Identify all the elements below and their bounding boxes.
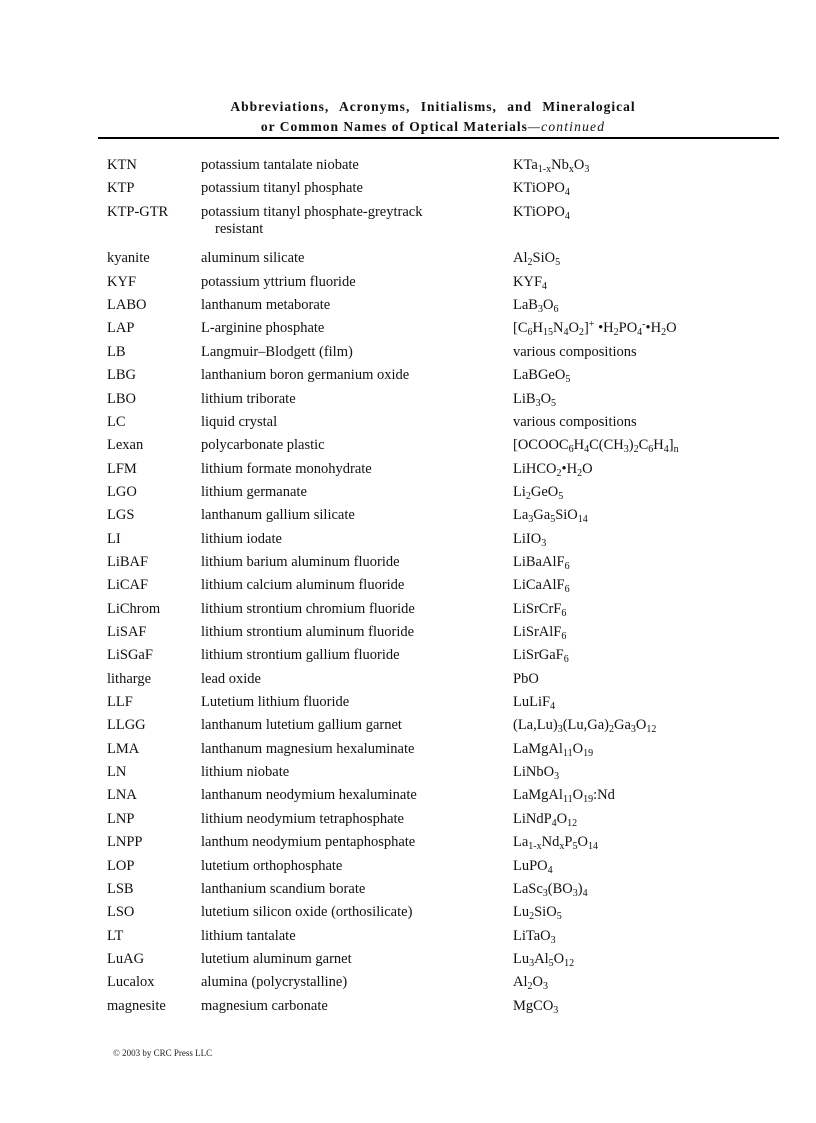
formula-cell: KTiOPO$_4$ [513, 203, 570, 222]
name-text: lithium triborate [201, 390, 296, 407]
formula-cell: LaBGeO$_5$ [513, 367, 571, 386]
formula-cell: $LiNdP_4O_{12}$ [513, 810, 578, 829]
name-cell [201, 274, 501, 291]
formula-cell: $Al_2O_3$ [513, 974, 548, 993]
formula-cell: LiNbO$_3$ [513, 764, 560, 783]
name-cell [201, 297, 501, 314]
abbreviation-cell: LBG [107, 367, 136, 384]
formula-cell: MgCO$_3$ [513, 997, 559, 1016]
name-cell [201, 647, 501, 664]
name-text: lutetium silicon oxide (orthosilicate) [201, 904, 413, 921]
name-cell [201, 998, 501, 1015]
formula-cell: LiIO$_3$ [513, 530, 547, 549]
name-text: lithium niobate [201, 764, 290, 781]
formula-cell: various compositions [513, 413, 637, 430]
name-cell [201, 461, 501, 478]
abbreviation-cell: LiChrom [107, 600, 161, 617]
abbreviation-cell: KTP-GTR [107, 203, 169, 220]
formula-cell: $LaMgAl_{11}O_{19}$ [513, 740, 594, 759]
header-line-2 [0, 117, 816, 137]
name-cell [201, 344, 501, 361]
formula-cell: LiBaAlF$_6$ [513, 553, 570, 572]
name-text: lithium neodymium tetraphosphate [201, 810, 404, 827]
formula-cell: $[OCOOC_6H_4C(CH_3)_2C_6H_4]_n$ [513, 437, 679, 456]
name-text: lanthanium boron germanium oxide [201, 367, 410, 384]
copyright-footer: © 2003 by CRC Press LLC [113, 1048, 213, 1058]
name-cell [201, 414, 501, 431]
abbreviation-cell: LiSAF [107, 624, 147, 640]
name-cell [201, 554, 501, 571]
name-cell [201, 764, 501, 781]
formula-cell: $La_{1-x}Nd_xP_5O_{14}$ [513, 834, 598, 853]
name-text: lutetium orthophosphate [201, 857, 343, 874]
abbreviation-cell: LLGG [107, 717, 146, 734]
formula-cell: PbO [513, 670, 539, 687]
abbreviation-cell: LAP [107, 320, 135, 337]
abbreviation-cell: LABO [107, 297, 147, 314]
name-text: liquid crystal [201, 413, 278, 430]
abbreviation-cell: LiCAF [107, 577, 149, 594]
abbreviation-cell: LiBAF [107, 553, 149, 570]
formula-cell: $Al_2SiO_5$ [513, 250, 561, 269]
abbreviation-cell: LLF [107, 694, 133, 711]
continued-label: —continued [527, 119, 606, 134]
name-text: lithium iodate [201, 530, 282, 547]
name-cell [201, 858, 501, 875]
formula-cell: $La_3Ga_5SiO_{14}$ [513, 507, 588, 526]
name-text: magnesium carbonate [201, 997, 328, 1014]
name-cell [201, 974, 501, 991]
page-header [0, 97, 816, 137]
header-rule [98, 137, 779, 139]
name-cell [201, 531, 501, 548]
abbreviation-cell: LuAG [107, 950, 145, 967]
abbreviation-cell: LNP [107, 810, 135, 827]
name-text: lithium calcium aluminum fluoride [201, 577, 405, 594]
name-cell [201, 601, 501, 618]
abbreviation-cell: KYF [107, 273, 137, 290]
formula-cell: $KTa_{1-x}Nb_xO_3$ [513, 157, 590, 175]
name-text: lithium barium aluminum fluoride [201, 553, 400, 570]
formula-cell: $LiHCO_2•H_2O$ [513, 460, 593, 479]
name-cell [201, 507, 501, 524]
abbreviation-cell: LOP [107, 857, 135, 874]
name-text: lithium germanate [201, 483, 307, 500]
abbreviation-cell: LiSGaF [107, 647, 153, 664]
name-text: polycarbonate plastic [201, 437, 325, 454]
name-text: lanthanum gallium silicate [201, 507, 355, 524]
abbreviation-cell: LGS [107, 507, 135, 524]
abbreviation-cell: LN [107, 764, 127, 781]
abbreviation-cell: LMA [107, 740, 140, 757]
header-title-2: or Common Names of Optical Materials [260, 119, 528, 134]
name-text: L-arginine phosphate [201, 320, 325, 337]
name-text-continued: resistant [215, 220, 264, 237]
formula-cell: LiSrAlF$_6$ [513, 624, 567, 642]
name-cell [201, 834, 501, 851]
name-cell [201, 367, 501, 384]
formula-cell: $Lu_3Al_5O_{12}$ [513, 950, 575, 969]
name-cell [201, 157, 501, 174]
abbreviation-cell: magnesite [107, 997, 166, 1014]
name-text: lithium tantalate [201, 927, 296, 944]
name-cell [201, 437, 501, 454]
name-cell [201, 320, 501, 337]
formula-cell: LiSrCrF$_6$ [513, 600, 567, 619]
abbreviation-cell: Lexan [107, 437, 144, 454]
formula-cell: $LaMgAl_{11}O_{19}:Nd$ [513, 787, 615, 806]
abbreviation-cell: LBO [107, 390, 136, 407]
formula-cell: $[C_6H_{15}N_4O_2]^+$ $•H_2PO_4^-•H_2O$ [513, 319, 677, 339]
formula-cell: LiTaO$_3$ [513, 927, 556, 946]
name-text: lanthanium scandium borate [201, 880, 366, 897]
formula-cell: LuPO$_4$ [513, 857, 553, 876]
formula-cell: $LiB_3O_5$ [513, 390, 557, 409]
name-cell [201, 787, 501, 804]
name-text: potassium yttrium fluoride [201, 273, 356, 290]
header-line-1: Abbreviations, Acronyms, Initialisms, and Mineralogical [230, 99, 636, 114]
formula-cell: LiSrGaF$_6$ [513, 647, 569, 666]
formula-cell: LuLiF$_4$ [513, 694, 556, 713]
name-cell [201, 951, 501, 968]
name-cell [201, 577, 501, 594]
name-cell [201, 624, 501, 641]
formula-cell: $Lu_2SiO_5$ [513, 904, 562, 923]
abbreviation-cell: LNA [107, 787, 137, 804]
name-text: potassium titanyl phosphate-greytrack [201, 203, 423, 220]
name-cell [201, 180, 501, 197]
abbreviation-cell: LSO [107, 904, 135, 921]
abbreviation-cell: LGO [107, 483, 137, 500]
abbreviation-cell: KTP [107, 180, 135, 197]
abbreviation-cell: LC [107, 413, 126, 430]
formula-cell: KTiOPO$_4$ [513, 180, 570, 199]
name-text: Lutetium lithium fluoride [201, 694, 350, 711]
formula-cell: $LaSc_3(BO_3)_4$ [513, 880, 588, 899]
name-text: lithium strontium aluminum fluoride [201, 624, 415, 640]
abbreviation-cell: LB [107, 343, 126, 360]
name-text: lanthanum magnesium hexaluminate [201, 740, 415, 757]
name-text: alumina (polycrystalline) [201, 974, 348, 991]
name-cell [201, 928, 501, 945]
name-text: lithium strontium chromium fluoride [201, 600, 415, 617]
name-text: lithium formate monohydrate [201, 460, 372, 477]
name-text: lithium strontium gallium fluoride [201, 647, 400, 664]
abbreviation-cell: LNPP [107, 834, 143, 851]
formula-cell: $KYF_4$ [513, 273, 548, 292]
name-text: lead oxide [201, 670, 261, 687]
name-text: lanthanum metaborate [201, 297, 331, 314]
formula-cell: $LaB_3O_6$ [513, 297, 559, 316]
name-text: lanthanum neodymium hexaluminate [201, 787, 417, 804]
abbreviation-cell: Lucalox [107, 974, 155, 991]
name-cell [201, 671, 501, 688]
name-cell [201, 881, 501, 898]
name-cell [201, 717, 501, 734]
name-text: lanthum neodymium pentaphosphate [201, 834, 416, 851]
name-cell [201, 904, 501, 921]
name-text: lanthanum lutetium gallium garnet [201, 717, 402, 734]
name-cell [201, 204, 501, 238]
name-text: Langmuir–Blodgett (film) [201, 343, 353, 360]
formula-cell: $(La,Lu)_3(Lu,Ga)_2Ga_3O_{12}$ [513, 717, 657, 736]
name-text: aluminum silicate [201, 250, 305, 267]
abbreviation-cell: litharge [107, 670, 152, 687]
abbreviation-cell: LFM [107, 460, 137, 477]
abbreviation-cell: KTN [107, 157, 137, 173]
name-cell [201, 484, 501, 501]
name-cell [201, 741, 501, 758]
abbreviation-cell: LSB [107, 880, 134, 897]
abbreviation-cell: LT [107, 927, 124, 944]
name-text: potassium tantalate niobate [201, 157, 359, 173]
name-text: lutetium aluminum garnet [201, 950, 352, 967]
name-cell [201, 811, 501, 828]
name-cell [201, 391, 501, 408]
abbreviation-cell: LI [107, 530, 121, 547]
name-text: potassium titanyl phosphate [201, 180, 363, 197]
name-cell [201, 250, 501, 267]
formula-cell: LiCaAlF$_6$ [513, 577, 570, 596]
formula-cell: $Li_2GeO_5$ [513, 483, 564, 502]
abbreviation-cell: kyanite [107, 250, 150, 267]
name-cell [201, 694, 501, 711]
formula-cell: various compositions [513, 343, 637, 360]
